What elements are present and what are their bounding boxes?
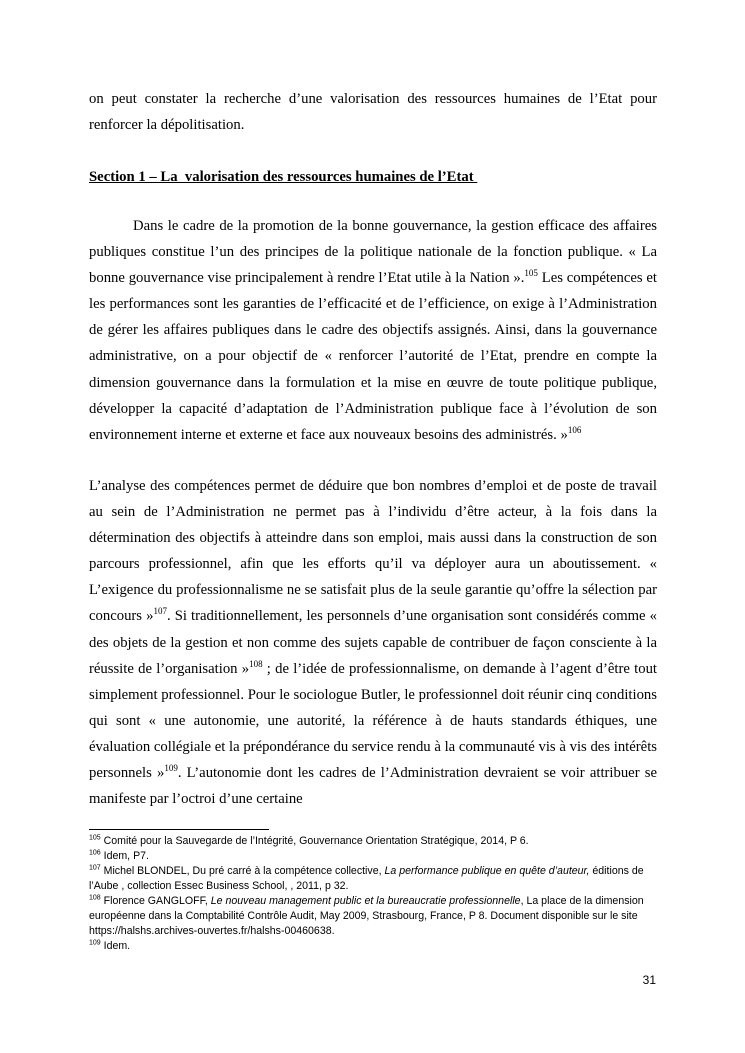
footnote-text: éditions de l’Aube , collection Essec Business School, , 2011, p 32. xyxy=(89,865,644,892)
paragraph-text: L’analyse des compétences permet de déduire que bon nombres d’emploi et de poste de travail au sein de l’Administration ne permet pas à l’individu d’être acteur, à la fois dans la détermination des objectifs à atteindre dans son emploi, mais aussi dans la construction de son parcours professionnel, afin que les efforts qu’il va déployer aura un aboutissement. « L’exigence du professionnalisme ne se satisfait plus de la seule garantie qu’offre la sélection par concours » xyxy=(89,478,657,625)
footnote-separator xyxy=(89,829,269,830)
section-heading: Section 1 – La valorisation des ressources humaines de l’Etat xyxy=(89,169,478,185)
footnote-105 xyxy=(89,834,649,849)
footnotes xyxy=(89,834,649,954)
footnote-number: 109 xyxy=(89,939,101,947)
footnote-ref-105: 105 xyxy=(524,268,538,279)
footnote-108 xyxy=(89,894,649,939)
footnote-text: Idem, P7. xyxy=(100,850,149,862)
footnote-text: Michel BLONDEL, Du pré carré à la compétence collective, xyxy=(100,865,385,877)
paragraph-text: Les compétences et les performances sont les garanties de l’efficacité et de l’efficience, on exige à l’Administration de gérer les affaires publiques dans le cadre des objectifs assignés. Ainsi, dans la gouvernance administrative, on a pour objectif de « renforcer l’autorité de l’Etat, prendre en compte la dimension gouvernance dans la formulation et la mise en œuvre de toute politique publique, développer la capacité d’adaptation de l’Administration publique face à l’évolution de son environnement interne et externe et face aux nouveaux besoins des administrés. » xyxy=(89,270,657,443)
footnote-ref-107: 107 xyxy=(153,606,167,617)
paragraph-text: Dans le cadre de la promotion de la bonne gouvernance, la gestion efficace des affaires publiques constitue l’un des principes de la politique nationale de la fonction publique. « La bonne gouvernance vise principalement à rendre l’Etat utile à la Nation ». xyxy=(89,218,657,287)
footnote-text: Idem. xyxy=(100,940,131,952)
footnote-italic-title: La performance publique en quête d’auteur, xyxy=(384,865,590,877)
footnote-number: 106 xyxy=(89,849,101,857)
paragraph-text: . L’autonomie dont les cadres de l’Administration devraient se voir attribuer se manifeste par l’octroi d’une certaine xyxy=(89,765,657,808)
footnote-text: Florence GANGLOFF, xyxy=(100,895,211,907)
footnote-number: 105 xyxy=(89,834,101,842)
paragraph-text: ; de l’idée de professionnalisme, on demande à l’agent d’être tout simplement professionnel. Pour le sociologue Butler, le professionnel doit réunir cinq conditions qui sont « une autonomie, une autorité, la référence à de hauts standards éthiques, une évaluation collégiale et la prépondérance du service rendu à la communauté vis à vis des intérêts personnels » xyxy=(89,660,657,782)
footnote-107 xyxy=(89,864,649,894)
footnote-text: Comité pour la Sauvegarde de l’Intégrité, Gouvernance Orientation Stratégique, 2014, P 6. xyxy=(100,835,529,847)
page-number: 31 xyxy=(642,973,656,987)
intro-paragraph xyxy=(89,86,657,138)
footnote-italic-title: Le nouveau management public et la bureaucratie professionnelle xyxy=(210,895,521,907)
footnote-109 xyxy=(89,939,649,954)
footnote-ref-109: 109 xyxy=(164,763,178,774)
paragraph-competences xyxy=(89,473,657,812)
paragraph-text: . Si traditionnellement, les personnels d’une organisation sont considérés comme « des objets de la gestion et non comme des sujets capable de contribuer de façon consciente à la réussite de l’organisation » xyxy=(89,608,657,677)
footnote-text: , La place de la dimension européenne dans la Comptabilité Contrôle Audit, May 2009, Strasbourg, France, P 8. Document disponible sur le site https://halshs.archives-ouvertes.fr/halshs-00460638. xyxy=(89,895,644,937)
footnote-number: 108 xyxy=(89,894,101,902)
footnote-ref-106: 106 xyxy=(567,424,582,435)
footnote-number: 107 xyxy=(89,864,101,872)
footnote-ref-108: 108 xyxy=(249,658,263,669)
intro-text: on peut constater la recherche d’une valorisation des ressources humaines de l’Etat pour renforcer la dépolitisation. xyxy=(89,91,657,134)
footnote-106 xyxy=(89,849,649,864)
paragraph-governance xyxy=(89,213,657,448)
